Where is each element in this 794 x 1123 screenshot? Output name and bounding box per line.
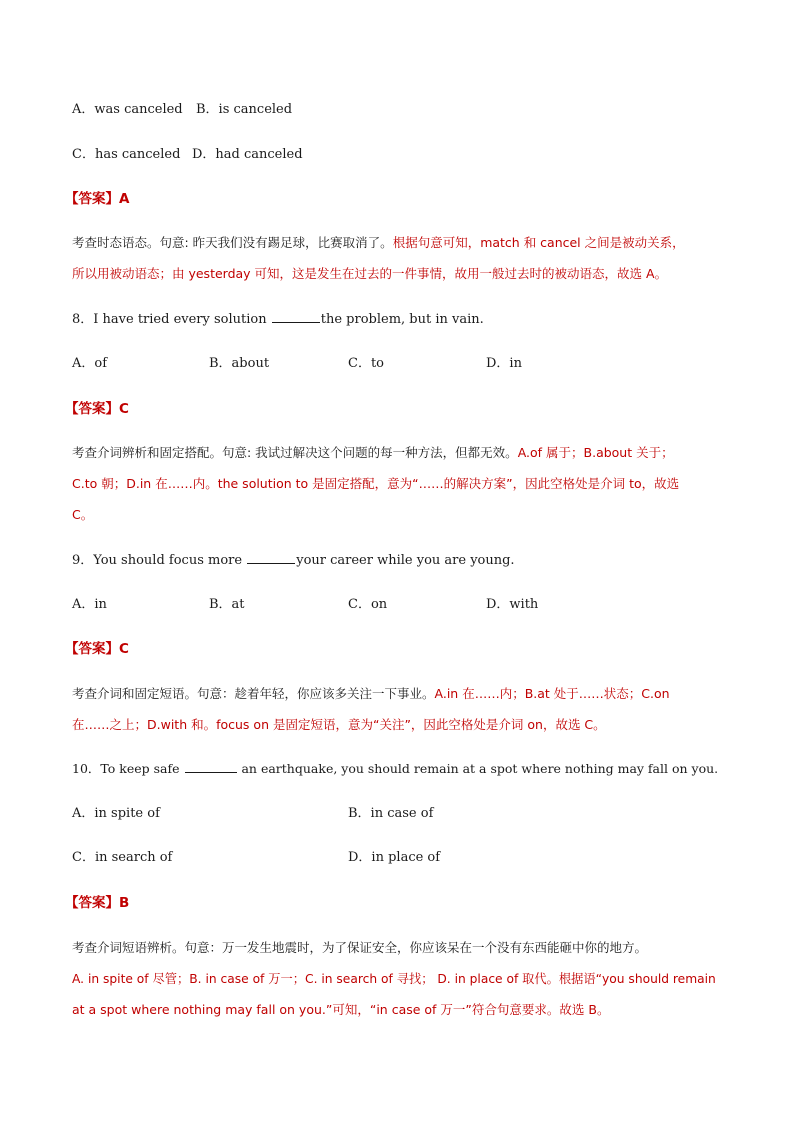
q9-expl-text-red: A.in 在……内；B.at 处于……状态；C.on: [434, 686, 670, 701]
q9-explanation-line1: [72, 685, 670, 703]
q10-stem: [72, 760, 718, 778]
q9-answer: 【答案】C: [65, 641, 129, 657]
q7-expl-text-red: 根据句意可知，match 和 cancel 之间是被动关系，: [392, 235, 685, 250]
q7-explanation-line2: 所以用被动语态；由 yesterday 可知，这是发生在过去的一件事情，故用一般过去时的被动语态，故选 A。: [72, 266, 668, 281]
q10-option-c: C．in search of: [72, 850, 173, 865]
q8-option-c: C．to: [348, 356, 384, 371]
q10-answer: 【答案】B: [65, 895, 130, 911]
q8-blank: [272, 310, 320, 323]
q9-stem: [72, 551, 515, 570]
q8-explanation-line1: [72, 444, 674, 462]
q8-option-b: B．about: [209, 356, 270, 371]
q9-explanation-line2: 在……之上；D.with 和。focus on 是固定短语，意为“关注”，因此空格处是介词 on，故选 C。: [72, 717, 606, 732]
q10-explanation-line2: A. in spite of 尽管；B. in case of 万一；C. in search of 寻找； D. in place of 取代。根据语“you should remain: [72, 972, 716, 986]
q8-stem: [72, 310, 484, 329]
q10-option-b: B．in case of: [348, 806, 434, 821]
q7-option-a: A．was canceled: [72, 102, 183, 117]
q10-stem-after: an earthquake, you should remain at a spot where nothing may fall on you.: [241, 761, 719, 776]
q8-stem-after: the problem, but in vain.: [320, 312, 484, 327]
q7-answer: 【答案】A: [65, 191, 130, 207]
q8-explanation-line3: C。: [72, 507, 94, 522]
q8-option-a: A．of: [72, 356, 108, 371]
q9-option-b: B．at: [209, 597, 245, 612]
q9-expl-text: 考查介词和固定短语。句意：趁着年轻，你应该多关注一下事业。: [72, 686, 435, 701]
q9-option-c: C．on: [348, 597, 388, 612]
q8-expl-text-red: A.of 属于；B.about 关于；: [517, 445, 674, 460]
q10-stem-before: 10．To keep safe: [72, 761, 180, 776]
q9-stem-before: 9．You should focus more: [72, 553, 243, 568]
q9-option-d: D．with: [486, 597, 539, 612]
q7-option-b: B．is canceled: [196, 102, 293, 117]
q8-answer: 【答案】C: [65, 401, 129, 417]
q8-expl-text: 考查介词辨析和固定搭配。句意: 我试过解决这个问题的每一种方法，但都无效。: [72, 445, 518, 460]
q9-stem-after: your career while you are young.: [296, 553, 515, 568]
q7-option-c: C．has canceled: [72, 147, 181, 162]
q7-explanation-line1: [72, 234, 685, 252]
q8-stem-before: 8．I have tried every solution: [72, 312, 267, 327]
q8-explanation-line2: C.to 朝；D.in 在……内。the solution to 是固定搭配，意为“……的解决方案”，因此空格处是介词 to，故选: [72, 476, 680, 491]
q10-explanation-line3: at a spot where nothing may fall on you.”可知，“in case of 万一”符合句意要求。故选 B。: [72, 1002, 610, 1017]
q9-blank: [247, 551, 295, 564]
q10-explanation-line1: 考查介词短语辨析。句意：万一发生地震时，为了保证安全，你应该呆在一个没有东西能砸中你的地方。: [72, 940, 648, 955]
q10-blank: [185, 760, 237, 773]
q10-option-a: A．in spite of: [72, 806, 160, 821]
q7-option-d: D．had canceled: [192, 147, 303, 162]
q7-expl-text: 考查时态语态。句意: 昨天我们没有踢足球，比赛取消了。: [72, 235, 393, 250]
q8-option-d: D．in: [486, 356, 522, 371]
q9-option-a: A．in: [72, 597, 107, 612]
q10-option-d: D．in place of: [348, 850, 441, 865]
